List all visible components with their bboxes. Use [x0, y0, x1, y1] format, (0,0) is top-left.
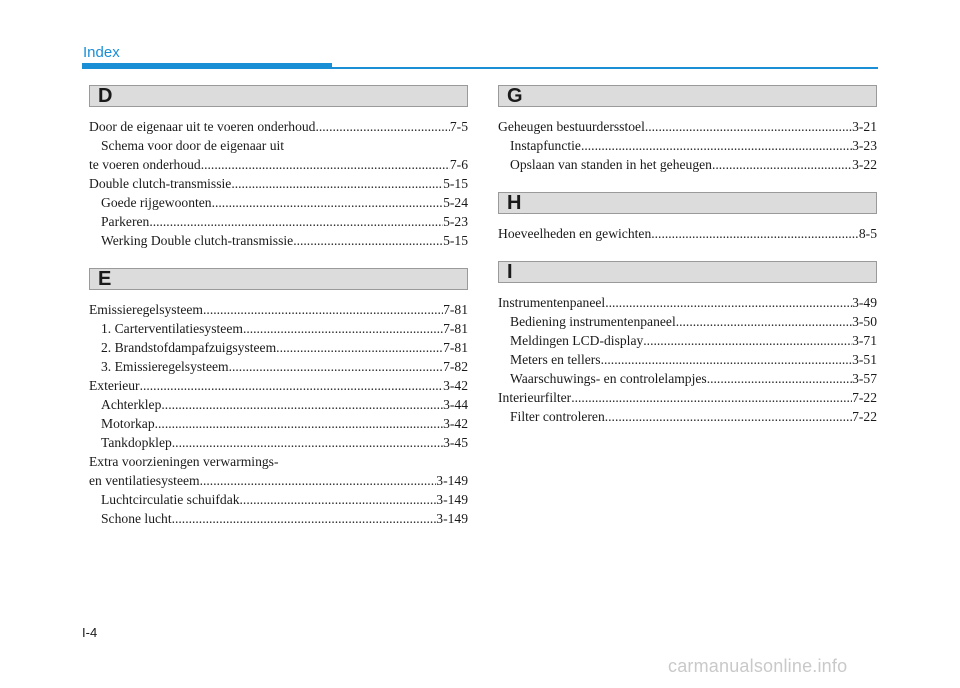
index-subentry[interactable]: [89, 136, 468, 155]
section-letter: E: [98, 268, 112, 290]
index-entry-list: [498, 293, 877, 426]
entry-page-ref: 3-149: [436, 473, 468, 488]
entry-text: Hoeveelheden en gewichten: [498, 226, 652, 241]
entry-page-ref: 3-71: [852, 333, 877, 348]
entry-text: Opslaan van standen in het geheugen: [510, 157, 712, 172]
index-column-left: [89, 85, 468, 546]
entry-text: 2. Brandstofdampafzuigsysteem: [101, 340, 277, 355]
section-letter: I: [507, 261, 513, 283]
entry-page-ref: 3-149: [436, 492, 468, 507]
dot-leader: [212, 193, 443, 212]
index-subentry[interactable]: [498, 136, 877, 155]
entry-text: Tankdopklep: [101, 435, 172, 450]
index-entry[interactable]: [498, 293, 877, 312]
entry-page-ref: 3-45: [443, 435, 468, 450]
entry-text: te voeren onderhoud: [89, 157, 201, 172]
entry-page-ref: 5-23: [443, 214, 468, 229]
index-subentry[interactable]: [89, 212, 468, 231]
entry-page-ref: 3-21: [852, 119, 877, 134]
index-subentry[interactable]: [498, 350, 877, 369]
dot-leader: [601, 350, 852, 369]
index-entry-list: [498, 224, 877, 243]
entry-page-ref: 3-49: [852, 295, 877, 310]
entry-page-ref: 7-22: [852, 409, 877, 424]
entry-text: 1. Carterventilatiesysteem: [101, 321, 243, 336]
entry-text: Filter controleren: [510, 409, 605, 424]
entry-text: Instrumentenpaneel: [498, 295, 606, 310]
entry-page-ref: 7-81: [443, 321, 468, 336]
section-header-i: [498, 261, 877, 283]
entry-text: Waarschuwings- en controlelampjes: [510, 371, 707, 386]
entry-page-ref: 7-22: [852, 390, 877, 405]
entry-page-ref: 3-149: [436, 511, 468, 526]
index-subentry[interactable]: [498, 331, 877, 350]
entry-page-ref: 3-44: [443, 397, 468, 412]
index-entry[interactable]: [89, 155, 468, 174]
index-subentry[interactable]: [498, 369, 877, 388]
section-letter: H: [507, 192, 522, 214]
entry-text: Goede rijgewoonten: [101, 195, 212, 210]
entry-page-ref: 8-5: [858, 226, 877, 241]
dot-leader: [243, 319, 443, 338]
index-subentry[interactable]: [89, 395, 468, 414]
dot-leader: [651, 224, 859, 243]
index-subentry[interactable]: [89, 357, 468, 376]
index-subentry[interactable]: [89, 509, 468, 528]
entry-page-ref: 7-6: [449, 157, 468, 172]
entry-text: Extra voorzieningen verwarmings-: [89, 454, 279, 469]
entry-page-ref: 5-15: [443, 233, 468, 248]
section-header-d: [89, 85, 468, 107]
entry-page-ref: 3-57: [852, 371, 877, 386]
dot-leader: [172, 509, 437, 528]
dot-leader: [605, 293, 852, 312]
dot-leader: [293, 231, 443, 250]
entry-text: Emissieregelsysteem: [89, 302, 204, 317]
index-subentry[interactable]: [498, 407, 877, 426]
entry-text: Schone lucht: [101, 511, 172, 526]
dot-leader: [203, 300, 443, 319]
dot-leader: [605, 407, 852, 426]
dot-leader: [149, 212, 443, 231]
dot-leader: [707, 369, 852, 388]
entry-page-ref: 3-50: [852, 314, 877, 329]
index-subentry[interactable]: [89, 414, 468, 433]
dot-leader: [645, 117, 852, 136]
dot-leader: [643, 331, 852, 350]
index-entry[interactable]: [89, 376, 468, 395]
page-number: I-4: [82, 625, 98, 640]
index-subentry[interactable]: [89, 490, 468, 509]
index-column-right: [498, 85, 877, 444]
index-subentry[interactable]: [498, 155, 877, 174]
entry-text: Geheugen bestuurdersstoel: [498, 119, 645, 134]
entry-page-ref: 7-5: [449, 119, 468, 134]
index-subentry[interactable]: [89, 319, 468, 338]
entry-text: Interieurfilter: [498, 390, 572, 405]
dot-leader: [200, 471, 437, 490]
entry-page-ref: 7-81: [443, 302, 468, 317]
entry-text: Instapfunctie: [510, 138, 581, 153]
index-entry[interactable]: [498, 224, 877, 243]
dot-leader: [276, 338, 443, 357]
entry-page-ref: 3-42: [443, 378, 468, 393]
page-header-title: Index: [83, 44, 120, 61]
entry-text: Werking Double clutch-transmissie: [101, 233, 294, 248]
entry-text: Schema voor door de eigenaar uit: [101, 138, 285, 153]
dot-leader: [201, 155, 450, 174]
watermark: carmanualsonline.info: [668, 656, 848, 676]
entry-page-ref: 3-42: [443, 416, 468, 431]
section-header-g: [498, 85, 877, 107]
dot-leader: [155, 414, 443, 433]
dot-leader: [140, 376, 444, 395]
section-header-h: [498, 192, 877, 214]
dot-leader: [240, 490, 437, 509]
section-header-e: [89, 268, 468, 290]
entry-page-ref: 5-15: [443, 176, 468, 191]
dot-leader: [315, 117, 449, 136]
dot-leader: [571, 388, 852, 407]
entry-text: Exterieur: [89, 378, 140, 393]
entry-text: Luchtcirculatie schuifdak: [101, 492, 240, 507]
index-entry[interactable]: [89, 452, 468, 471]
index-entry[interactable]: [89, 117, 468, 136]
entry-text: Double clutch-transmissie: [89, 176, 232, 191]
index-entry[interactable]: [89, 174, 468, 193]
index-entry-list: [89, 300, 468, 528]
index-subentry[interactable]: [89, 193, 468, 212]
dot-leader: [712, 155, 852, 174]
index-entry[interactable]: [89, 471, 468, 490]
index-subentry[interactable]: [89, 231, 468, 250]
index-entry[interactable]: [498, 117, 877, 136]
entry-text: Achterklep: [101, 397, 162, 412]
entry-text: Bediening instrumentenpaneel: [510, 314, 676, 329]
entry-text: Parkeren: [101, 214, 150, 229]
index-subentry[interactable]: [498, 312, 877, 331]
header-accent-bar: [82, 63, 332, 69]
section-letter: D: [98, 85, 113, 107]
entry-page-ref: 3-51: [852, 352, 877, 367]
entry-page-ref: 7-81: [443, 340, 468, 355]
entry-text: Meters en tellers: [510, 352, 601, 367]
index-entry-list: [498, 117, 877, 174]
entry-text: Meldingen LCD-display: [510, 333, 644, 348]
index-entry[interactable]: [498, 388, 877, 407]
entry-page-ref: 5-24: [443, 195, 468, 210]
entry-page-ref: 3-22: [852, 157, 877, 172]
entry-page-ref: 3-23: [852, 138, 877, 153]
dot-leader: [581, 136, 852, 155]
dot-leader: [229, 357, 443, 376]
dot-leader: [172, 433, 443, 452]
entry-page-ref: 7-82: [443, 359, 468, 374]
section-letter: G: [507, 85, 523, 107]
header-rule: [332, 67, 878, 69]
dot-leader: [161, 395, 443, 414]
entry-text: Door de eigenaar uit te voeren onderhoud: [89, 119, 316, 134]
index-subentry[interactable]: [89, 433, 468, 452]
index-subentry[interactable]: [89, 338, 468, 357]
dot-leader: [676, 312, 852, 331]
index-entry-list: [89, 117, 468, 250]
entry-text: en ventilatiesysteem: [89, 473, 200, 488]
entry-text: Motorkap: [101, 416, 155, 431]
dot-leader: [231, 174, 443, 193]
entry-text: 3. Emissieregelsysteem: [101, 359, 229, 374]
index-entry[interactable]: [89, 300, 468, 319]
